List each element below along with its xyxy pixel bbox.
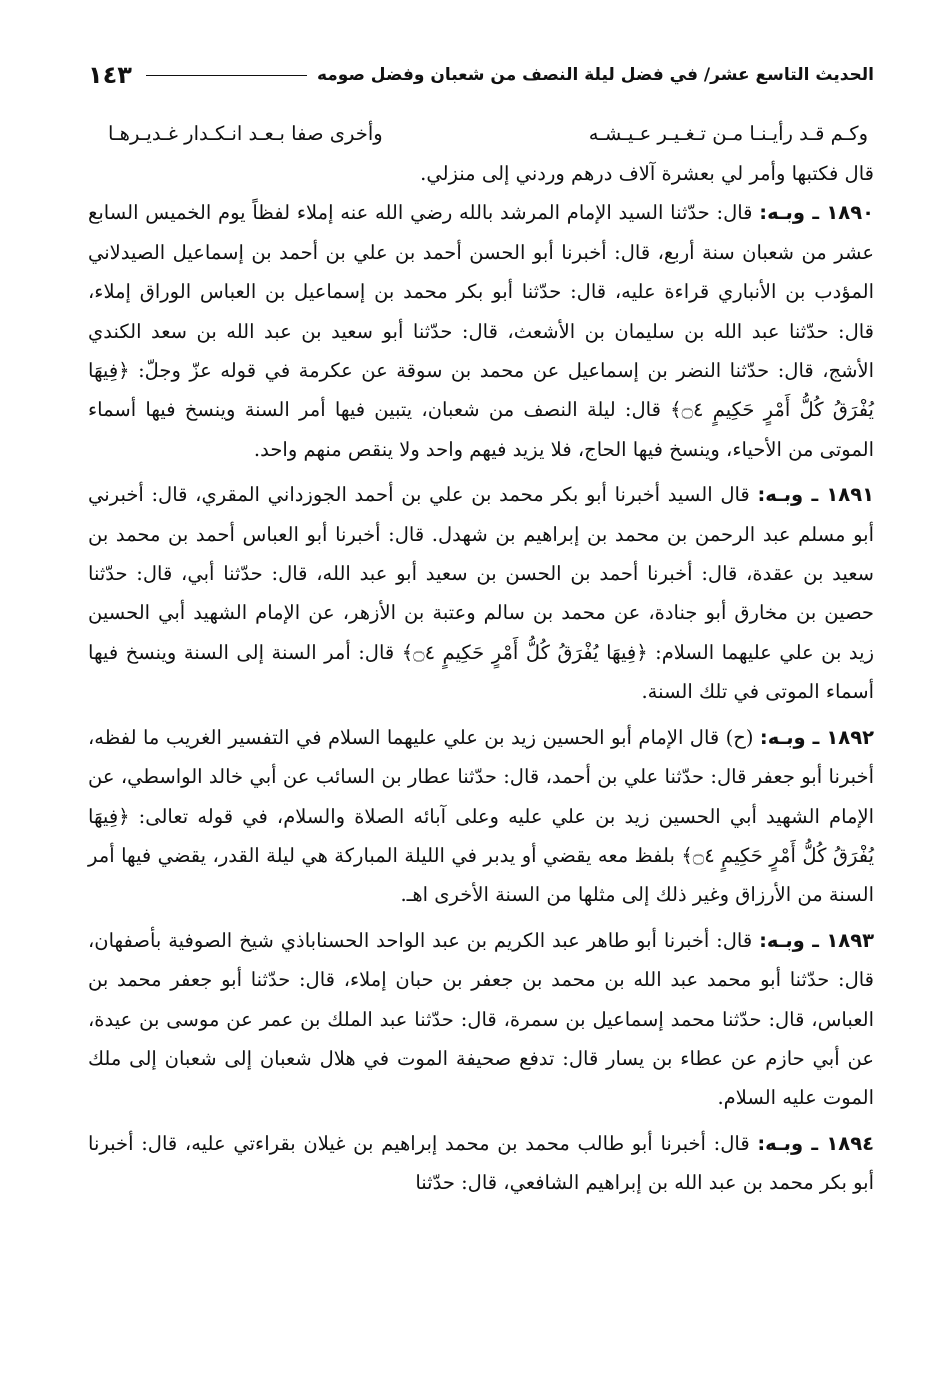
- hadith-text: قال: أخبرنا أبو طاهر عبد الكريم بن عبد الواحد الحسناباذي شيخ الصوفية بأصفهان، قال: حدّثنا أبو محمد عبد الله بن محمد بن جعفر بن حبان إملاء، قال: حدّثنا أبو جعفر محمد بن العباس، قال: حدّثنا محمد إسماعيل بن سمرة، قال: حدّثنا عبد الملك بن عمر عن موسى بن عيدة، عن أبي حازم عن عطاء بن يسار قال: تدفع صحيفة الموت في هلال شعبان إلى شعبان إلى ملك الموت عليه السلام.: [88, 928, 874, 1110]
- verse-hemistich-right: وكـم قـد رأيـنـا مـن تـغـيـر عـيـشـه: [588, 122, 868, 145]
- page-number: ١٤٣: [88, 61, 132, 89]
- hadith-number: ١٨٩١ ـ وبـه:: [757, 483, 874, 507]
- hadith-1891: [88, 475, 874, 711]
- hadith-number: ١٨٩٣ ـ وبـه:: [759, 928, 874, 952]
- verse-hemistich-left: وأخرى صفا بـعـد انـكـدار غـديـرهـا: [108, 122, 383, 145]
- paragraph-continuation: [88, 154, 874, 193]
- running-title: الحديث التاسع عشر/ في فضل ليلة النصف من شعبان وفضل صومه: [316, 65, 874, 85]
- running-header: [88, 52, 874, 98]
- hadith-number: ١٨٩٠ ـ وبـه:: [759, 201, 874, 225]
- hadith-1890: [88, 193, 874, 469]
- poetry-verse: [88, 114, 874, 154]
- hadith-number: ١٨٩٤ ـ وبـه:: [757, 1131, 874, 1155]
- hadith-text: (ح) قال الإمام أبو الحسين زيد بن علي عليهما السلام في التفسير الغريب ما لفظه، أخبرنا أبو جعفر قال: حدّثنا علي بن أحمد، قال: حدّثنا عطار بن السائب عن أبي خالد الواسطي، عن الإمام الشهيد أبي الحسين زيد بن علي عليه وعلى آبائه الصلاة والسلام، في قوله تعالى: ﴿فِيهَا يُفْرَقُ كُلُّ أَمْرٍ حَكِيمٍ ۝٤﴾ بلفظ معه يقضي أو يدبر في الليلة المباركة هي ليلة القدر، يقضي فيها أمر السنة من الأرزاق وغير ذلك إلى مثلها من السنة الأخرى اهـ.: [88, 725, 874, 907]
- hadith-text: قال: حدّثنا السيد الإمام المرشد بالله رضي الله عنه إملاء لفظاً يوم الخميس السابع عشر من شعبان سنة أربع، قال: أخبرنا أبو الحسن أحمد بن علي بن أحمد بن إسماعيل الصيدلاني المؤدب بن الأنباري قراءة عليه، قال: حدّثنا أبو بكر محمد بن إسماعيل بن العباس الوراق إملاء، قال: حدّثنا عبد الله بن سليمان بن الأشعث، قال: حدّثنا أبو سعيد بن عبد الله بن سعد الكندي الأشج، قال: حدّثنا النضر بن إسماعيل عن محمد بن سوقة عن عكرمة في قوله عزّ وجلّ: ﴿فِيهَا يُفْرَقُ كُلُّ أَمْرٍ حَكِيمٍ ۝٤﴾ قال: ليلة النصف من شعبان، يتبين فيها أمر السنة وينسخ فيها أسماء الموتى من الأحياء، وينسخ فيها الحاج، فلا يزيد فيهم واحد ولا ينقص منهم واحد.: [88, 201, 874, 461]
- hadith-1892: [88, 718, 874, 915]
- hadith-text: قال السيد أخبرنا أبو بكر محمد بن علي بن أحمد الجوزداني المقري، قال: أخبرني أبو مسلم عبد الرحمن بن محمد بن إبراهيم بن شهدل. قال: أخبرنا أبو العباس أحمد بن محمد بن سعيد بن عقدة، قال: أخبرنا أحمد بن الحسن بن سعيد أبو عبد الله، قال: حدّثنا أبي، قال: حدّثنا حصين بن مخارق أبو جنادة، عن محمد بن سالم وعتبة بن الأزهر، عن الإمام الشهيد أبي الحسين زيد بن علي عليهما السلام: ﴿فِيهَا يُفْرَقُ كُلُّ أَمْرٍ حَكِيمٍ ۝٤﴾ قال: أمر السنة إلى السنة وينسخ فيها أسماء الموتى في تلك السنة.: [88, 483, 874, 704]
- hadith-1893: [88, 921, 874, 1118]
- paragraph-text: قال فكتبها وأمر لي بعشرة آلاف درهم وردني إلى منزلي.: [420, 162, 874, 185]
- hadith-1894: [88, 1124, 874, 1203]
- hadith-number: ١٨٩٢ ـ وبـه:: [759, 725, 874, 749]
- header-rule: [146, 75, 307, 76]
- hadith-text: قال: أخبرنا أبو طالب محمد بن محمد إبراهيم بن غيلان بقراءتي عليه، قال: أخبرنا أبو بكر محمد بن عبد الله بن إبراهيم الشافعي، قال: حدّثنا: [88, 1131, 874, 1195]
